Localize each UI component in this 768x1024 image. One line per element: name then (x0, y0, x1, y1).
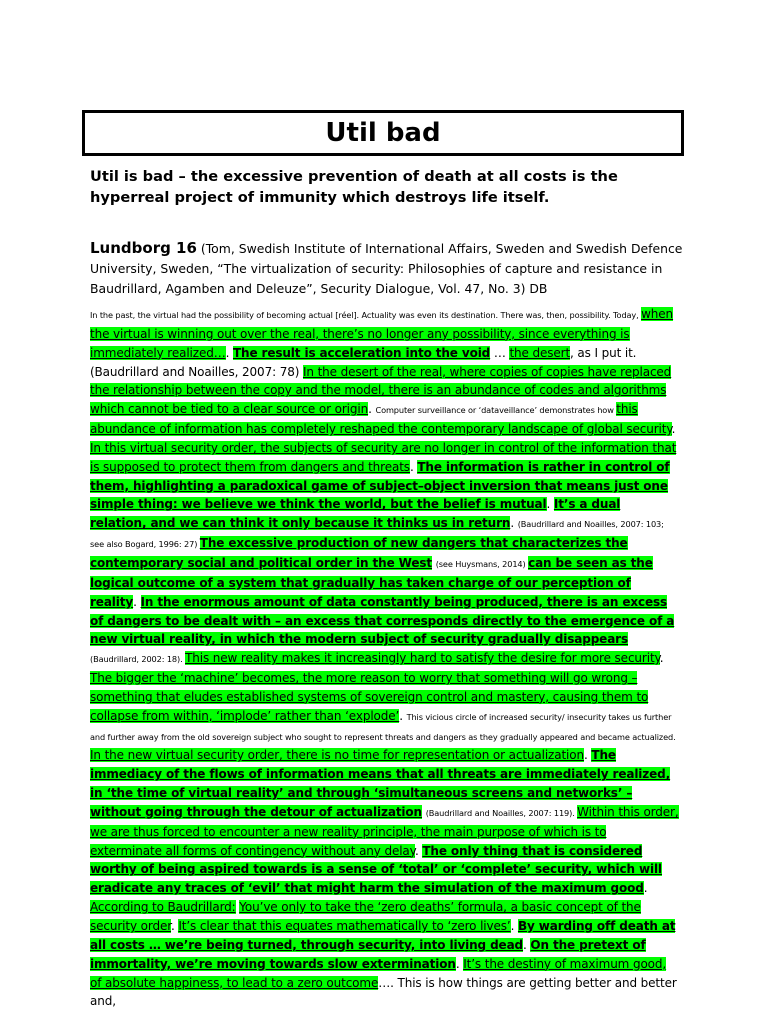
highlighted-text: It’s clear that this equates mathematically to ‘zero lives’ (178, 919, 511, 933)
highlighted-text: this abundance of information has completely reshaped the contemporary landscape of global security (90, 402, 672, 437)
highlighted-text: According to Baudrillard: (90, 900, 236, 915)
cite-details: (Tom, Swedish Institute of International Affairs, Sweden and Swedish Defence University, Sweden, “The virtualization of security: Philosophies of capture and resistance in Baudrillard, Agamben and Deleuze”, Security Dialogue, Vol. 47, No. 3) DB (90, 241, 683, 296)
body-text: . (643, 881, 648, 896)
highlighted-text: The bigger the ‘machine’ becomes, the more reason to worry that something will go wrong – something that eludes established systems of sovereign control and mastery, causing them to collapse from within, ‘implode’ rather than ‘explode’ (90, 671, 649, 723)
highlighted-bold-text: The immediacy of the flows of information means that all threats are immediately realized, in ‘the time of virtual reality’ and through ‘simultaneous screens and networks’ – without going through the detour of actualization (90, 748, 671, 819)
highlighted-bold-text: In the enormous amount of data constantly being produced, there is an excess of dangers to be dealt with – an excess that corresponds directly to the emergence of a new virtual reality, in which the modern subject of security gradually disappears (90, 594, 675, 647)
body-text: . (659, 651, 664, 666)
highlighted-text: when the virtual is winning out over the real, there’s no longer any possibility, since everything is immediately realized… (90, 307, 674, 360)
body-text: . (583, 748, 592, 763)
body-text: . (414, 843, 423, 858)
card-cite (90, 238, 690, 299)
highlighted-bold-text: The excessive production of new dangers that characterizes the contemporary social and political order in the West (90, 536, 628, 570)
highlighted-text: Within this order, we are thus forced to encounter a new reality principle, the main purpose of which is to exterminate all forms of contingency without any delay (90, 804, 679, 858)
highlighted-bold-text: On the pretext of immortality, we’re moving towards slow extermination (90, 937, 646, 971)
highlighted-text: In the new virtual security order, there is no time for representation or actualization (90, 748, 584, 763)
small-text: (see Huysmans, 2014) (435, 558, 529, 569)
highlighted-text: It’s the destiny of maximum good, of absolute happiness, to lead to a zero outcome (90, 956, 667, 990)
body-text: . (368, 402, 376, 417)
body-text: … (490, 345, 510, 360)
highlighted-bold-text: The only thing that is considered worthy of being aspired towards is a sense of ‘total’ or ‘complete’ security, which will eradicate any traces of ‘evil’ that might harm the simulation of the maximum good (90, 843, 662, 896)
card-body (90, 305, 680, 1011)
highlighted-text: This new reality makes it increasingly hard to satisfy the desire for more security (185, 651, 660, 666)
highlighted-bold-text: It’s a dual relation, and we can think it only because it thinks us in return (90, 497, 621, 531)
highlighted-bold-text: By warding off death at all costs … we’re being turned, through security, into living dead (90, 919, 676, 952)
body-text: …. This is how things are getting better and better and, (90, 975, 677, 1009)
body-text: . (455, 956, 464, 971)
body-text: . (409, 459, 418, 474)
body-text: . (510, 919, 518, 933)
body-text: . (671, 422, 676, 437)
highlighted-text: You’ve only to take the ‘zero deaths’ formula, a basic concept of the security order (90, 900, 641, 933)
small-text: (Baudrillard and Noailles, 2007: 103; see also Bogard, 1996: 27) (90, 519, 664, 550)
small-text: In the past, the virtual had the possibility of becoming actual [réel]. Actuality was even its destination. There was, then, possibility. Today, (90, 310, 642, 320)
highlighted-text: In this virtual security order, the subjects of security are no longer in control of the information that is supposed to protect them from dangers and threats (90, 440, 677, 474)
card-tag: Util is bad – the excessive prevention of death at all costs is the hyperreal project of immunity which destroys life itself. (90, 168, 618, 206)
small-text: This vicious circle of increased security/ insecurity takes us further and further away from the old sovereign subject who sought to represent threats and dangers as they gradually appeared and became actualized. (90, 711, 676, 742)
small-text: (Baudrillard and Noailles, 2007: 119). (425, 807, 578, 818)
body-text: . (133, 594, 141, 609)
body-text: . (523, 937, 531, 952)
cite-author: Lundborg 16 (90, 239, 197, 257)
body-text: . (510, 516, 518, 531)
body-text: . (546, 497, 554, 512)
small-text: (Baudrillard, 2002: 18). (90, 654, 186, 665)
highlighted-text: In the desert of the real, where copies of copies have replaced the relationship between the copy and the model, there is an abundance of codes and algorithms which cannot be tied to a clear source or origin (90, 364, 672, 417)
card-title: Util bad (325, 118, 441, 148)
title-box (82, 110, 684, 156)
body-text: . (399, 708, 407, 723)
highlighted-bold-text: can be seen as the logical outcome of a system that gradually has taken charge of our perception of reality (90, 555, 653, 609)
highlighted-bold-text: The result is acceleration into the void (232, 345, 491, 360)
highlighted-text: the desert (509, 345, 571, 360)
body-text: . (225, 345, 233, 360)
highlighted-bold-text: The information is rather in control of them, highlighting a paradoxical game of subject–object inversion that means just one simple thing: we believe we think the world, but the belief is mutual (90, 459, 670, 512)
body-text: . (170, 919, 179, 933)
body-text: , as I put it. (Baudrillard and Noailles, 2007: 78) (90, 345, 637, 379)
small-text: Computer surveillance or ‘dataveillance’ demonstrates how (375, 405, 617, 416)
